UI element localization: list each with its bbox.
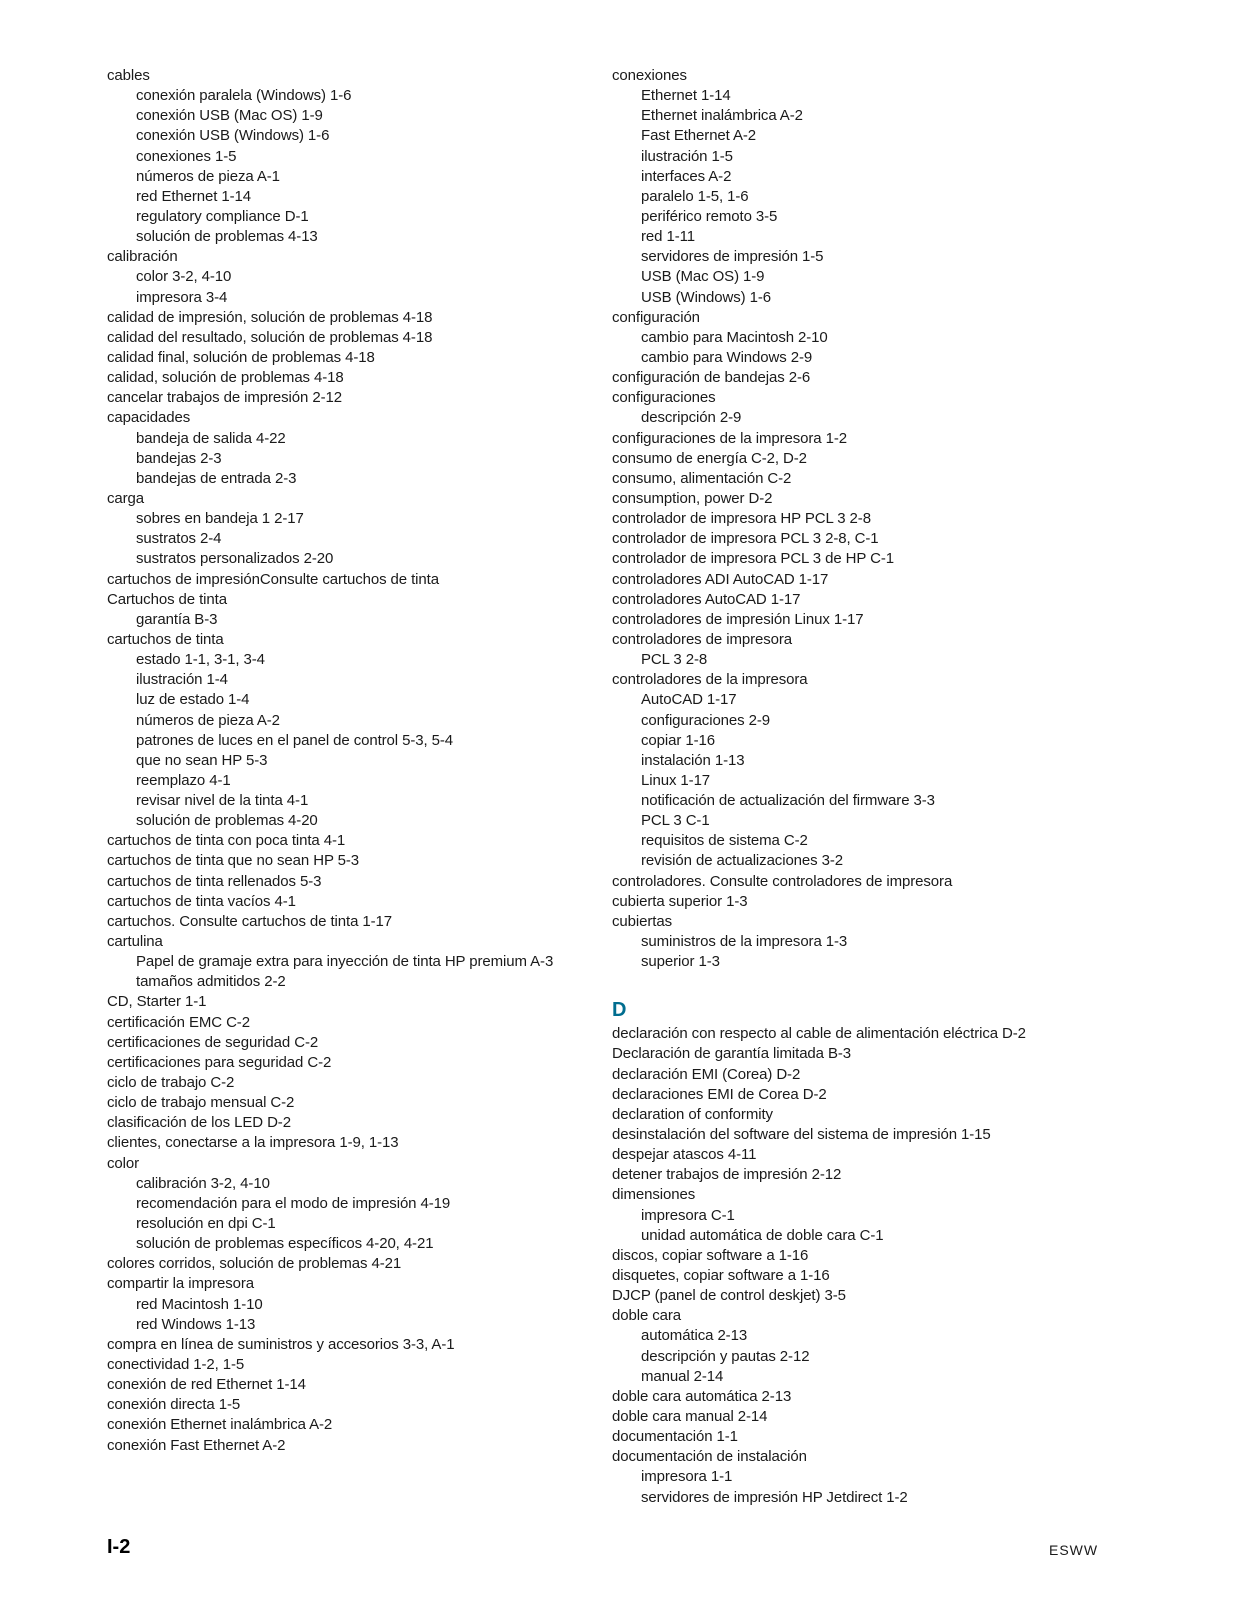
index-entry: certificaciones de seguridad C-2 [107,1033,319,1051]
index-subentry: periférico remoto 3-5 [641,207,778,225]
index-subentry: PCL 3 2-8 [641,651,708,669]
index-entry: conexión de red Ethernet 1-14 [107,1376,306,1394]
index-subentry: paralelo 1-5, 1-6 [641,187,749,205]
index-subentry: solución de problemas 4-20 [136,812,318,830]
index-entry: calibración [107,248,178,266]
index-entry: ciclo de trabajo mensual C-2 [107,1094,295,1112]
index-entry: calidad final, solución de problemas 4-18 [107,348,375,366]
index-subentry: impresora 1-1 [641,1468,733,1486]
index-subentry: bandejas de entrada 2-3 [136,469,297,487]
index-entry: cartuchos. Consulte cartuchos de tinta 1-17 [107,912,393,930]
index-entry: color [107,1154,140,1172]
index-entry: conexión Ethernet inalámbrica A-2 [107,1416,333,1434]
index-entry: configuraciones de la impresora 1-2 [612,429,847,447]
index-subentry: números de pieza A-1 [136,167,280,185]
index-entry: disquetes, copiar software a 1-16 [612,1267,830,1285]
index-entry: Cartuchos de tinta [107,590,227,608]
index-entry: controladores. Consulte controladores de impresora [612,872,953,890]
index-entry: controladores AutoCAD 1-17 [612,590,801,608]
index-entry: certificación EMC C-2 [107,1013,250,1031]
index-subentry: requisitos de sistema C-2 [641,832,808,850]
index-entry: certificaciones para seguridad C-2 [107,1053,332,1071]
index-entry: carga [107,489,145,507]
index-entry: compartir la impresora [107,1275,255,1293]
index-subentry: bandejas 2-3 [136,449,222,467]
index-subentry: patrones de luces en el panel de control 5-3, 5-4 [136,731,453,749]
index-entry: controlador de impresora PCL 3 2-8, C-1 [612,530,879,548]
index-subentry: estado 1-1, 3-1, 3-4 [136,651,265,669]
index-entry: clientes, conectarse a la impresora 1-9, 1-13 [107,1134,399,1152]
index-entry: documentación de instalación [612,1448,807,1466]
index-entry: cartuchos de tinta con poca tinta 4-1 [107,832,346,850]
index-subentry: ilustración 1-5 [641,147,733,165]
index-subentry: servidores de impresión HP Jetdirect 1-2 [641,1488,908,1506]
index-entry: conexión directa 1-5 [107,1396,241,1414]
index-entry: documentación 1-1 [612,1428,738,1446]
index-entry: desinstalación del software del sistema de impresión 1-15 [612,1126,991,1144]
index-entry: declaration of conformity [612,1105,773,1123]
index-subentry: red Ethernet 1-14 [136,187,252,205]
index-entry: cartuchos de tinta [107,630,224,648]
index-subentry: cambio para Macintosh 2-10 [641,328,828,346]
index-subentry: resolución en dpi C-1 [136,1215,276,1233]
index-subentry: solución de problemas 4-13 [136,228,318,246]
index-entry: declaraciones EMI de Corea D-2 [612,1085,827,1103]
index-entry: dimensiones [612,1186,696,1204]
index-entry: capacidades [107,409,191,427]
index-subentry: garantía B-3 [136,610,218,628]
index-entry: controlador de impresora PCL 3 de HP C-1 [612,550,894,568]
index-entry: despejar atascos 4-11 [612,1146,757,1164]
index-entry: cartuchos de tinta vacíos 4-1 [107,892,296,910]
index-subentry: revisión de actualizaciones 3-2 [641,852,844,870]
index-subentry: regulatory compliance D-1 [136,207,309,225]
index-entry: conectividad 1-2, 1-5 [107,1356,245,1373]
index-column-left [107,66,592,1456]
index-subentry: manual 2-14 [641,1367,724,1385]
index-subentry: números de pieza A-2 [136,711,280,729]
index-subentry: calibración 3-2, 4-10 [136,1174,270,1192]
index-subentry: sustratos personalizados 2-20 [136,550,334,568]
index-entry: ciclo de trabajo C-2 [107,1074,235,1092]
index-subentry: descripción 2-9 [641,409,742,427]
index-subentry: solución de problemas específicos 4-20, 4-21 [136,1235,434,1253]
index-entry: cartulina [107,933,163,951]
index-subentry: copiar 1-16 [641,731,715,749]
index-entry: consumo, alimentación C-2 [612,469,792,487]
index-subentry: notificación de actualización del firmware 3-3 [641,792,935,810]
index-group-d [612,1024,1172,1507]
index-entry: consumption, power D-2 [612,489,773,507]
index-subentry: automática 2-13 [641,1327,748,1345]
section-letter-d: D [612,999,627,1022]
index-entry: consumo de energía C-2, D-2 [612,449,807,467]
index-subentry: superior 1-3 [641,953,720,971]
section-spacer [612,972,1172,994]
index-subentry: Ethernet inalámbrica A-2 [641,107,803,125]
index-entry: compra en línea de suministros y accesorios 3-3, A-1 [107,1335,455,1353]
index-entry: DJCP (panel de control deskjet) 3-5 [612,1287,846,1305]
index-entry: doble cara automática 2-13 [612,1387,792,1405]
index-subentry: red Windows 1-13 [136,1315,256,1333]
index-subentry: Papel de gramaje extra para inyección de tinta HP premium A-3 [136,953,554,971]
index-subentry: PCL 3 C-1 [641,812,710,830]
index-entry: colores corridos, solución de problemas 4-21 [107,1255,402,1273]
page-number: I-2 [107,1536,131,1558]
index-entry: discos, copiar software a 1-16 [612,1246,809,1264]
index-group-c-continued [612,66,1172,972]
index-entry: doble cara manual 2-14 [612,1408,768,1425]
index-subentry: ilustración 1-4 [136,671,228,689]
index-entry: cubierta superior 1-3 [612,892,748,910]
index-entry: Declaración de garantía limitada B-3 [612,1045,852,1063]
index-subentry: color 3-2, 4-10 [136,268,232,286]
index-entry: calidad del resultado, solución de problemas 4-18 [107,328,433,346]
index-subentry: conexión USB (Mac OS) 1-9 [136,107,323,125]
footer-code: ESWW [1049,1542,1099,1558]
index-subentry: recomendación para el modo de impresión 4-19 [136,1194,451,1212]
index-subentry: Linux 1-17 [641,771,711,789]
index-entry: cartuchos de tinta rellenados 5-3 [107,872,322,890]
index-subentry: cambio para Windows 2-9 [641,348,813,366]
index-entry: declaración EMI (Corea) D-2 [612,1065,801,1083]
index-entry: controlador de impresora HP PCL 3 2-8 [612,510,871,528]
index-subentry: servidores de impresión 1-5 [641,248,824,266]
index-entry: doble cara [612,1307,682,1325]
index-subentry: conexiones 1-5 [136,147,237,165]
index-subentry: Ethernet 1-14 [641,87,731,105]
index-subentry: USB (Mac OS) 1-9 [641,268,765,286]
index-subentry: suministros de la impresora 1-3 [641,933,848,951]
index-subentry: revisar nivel de la tinta 4-1 [136,792,309,810]
index-entry: CD, Starter 1-1 [107,993,207,1011]
index-entry: controladores ADI AutoCAD 1-17 [612,570,829,588]
index-subentry: Fast Ethernet A-2 [641,127,757,145]
index-subentry: reemplazo 4-1 [136,771,231,789]
index-subentry: AutoCAD 1-17 [641,691,737,709]
index-subentry: conexión USB (Windows) 1-6 [136,127,330,145]
index-entry: controladores de la impresora [612,671,808,689]
index-subentry: descripción y pautas 2-12 [641,1347,810,1365]
index-subentry: tamaños admitidos 2-2 [136,973,286,991]
index-subentry: que no sean HP 5-3 [136,751,268,769]
index-entry: calidad, solución de problemas 4-18 [107,369,344,387]
index-subentry: red Macintosh 1-10 [136,1295,263,1313]
index-subentry: instalación 1-13 [641,751,745,769]
index-entry: conexiones [612,67,687,84]
index-subentry: sustratos 2-4 [136,530,222,548]
index-entry: conexión Fast Ethernet A-2 [107,1436,286,1454]
index-subentry: interfaces A-2 [641,167,732,185]
index-subentry: red 1-11 [641,228,695,246]
index-entry: controladores de impresora [612,630,792,648]
index-entry: configuración [612,308,700,326]
index-entry: configuración de bandejas 2-6 [612,369,811,387]
index-subentry: luz de estado 1-4 [136,691,250,709]
index-subentry: bandeja de salida 4-22 [136,429,286,447]
index-subentry: impresora C-1 [641,1206,735,1224]
index-subentry: configuraciones 2-9 [641,711,771,729]
index-entry: cancelar trabajos de impresión 2-12 [107,389,342,407]
index-entry: configuraciones [612,389,716,407]
index-column-right [612,66,1172,1508]
index-entry: calidad de impresión, solución de problemas 4-18 [107,308,433,326]
index-subentry: impresora 3-4 [136,288,228,306]
index-entry: cables [107,67,150,84]
index-entry: cubiertas [612,912,672,930]
index-subentry: sobres en bandeja 1 2-17 [136,510,304,528]
index-entry: cartuchos de tinta que no sean HP 5-3 [107,852,360,870]
index-entry: declaración con respecto al cable de alimentación eléctrica D-2 [612,1025,1026,1043]
index-entry: controladores de impresión Linux 1-17 [612,610,864,628]
index-subentry: USB (Windows) 1-6 [641,288,771,306]
index-entry: detener trabajos de impresión 2-12 [612,1166,842,1184]
index-entry: cartuchos de impresiónConsulte cartuchos de tinta [107,570,439,588]
index-subentry: conexión paralela (Windows) 1-6 [136,87,352,105]
index-entry: clasificación de los LED D-2 [107,1114,291,1132]
index-subentry: unidad automática de doble cara C-1 [641,1226,884,1244]
